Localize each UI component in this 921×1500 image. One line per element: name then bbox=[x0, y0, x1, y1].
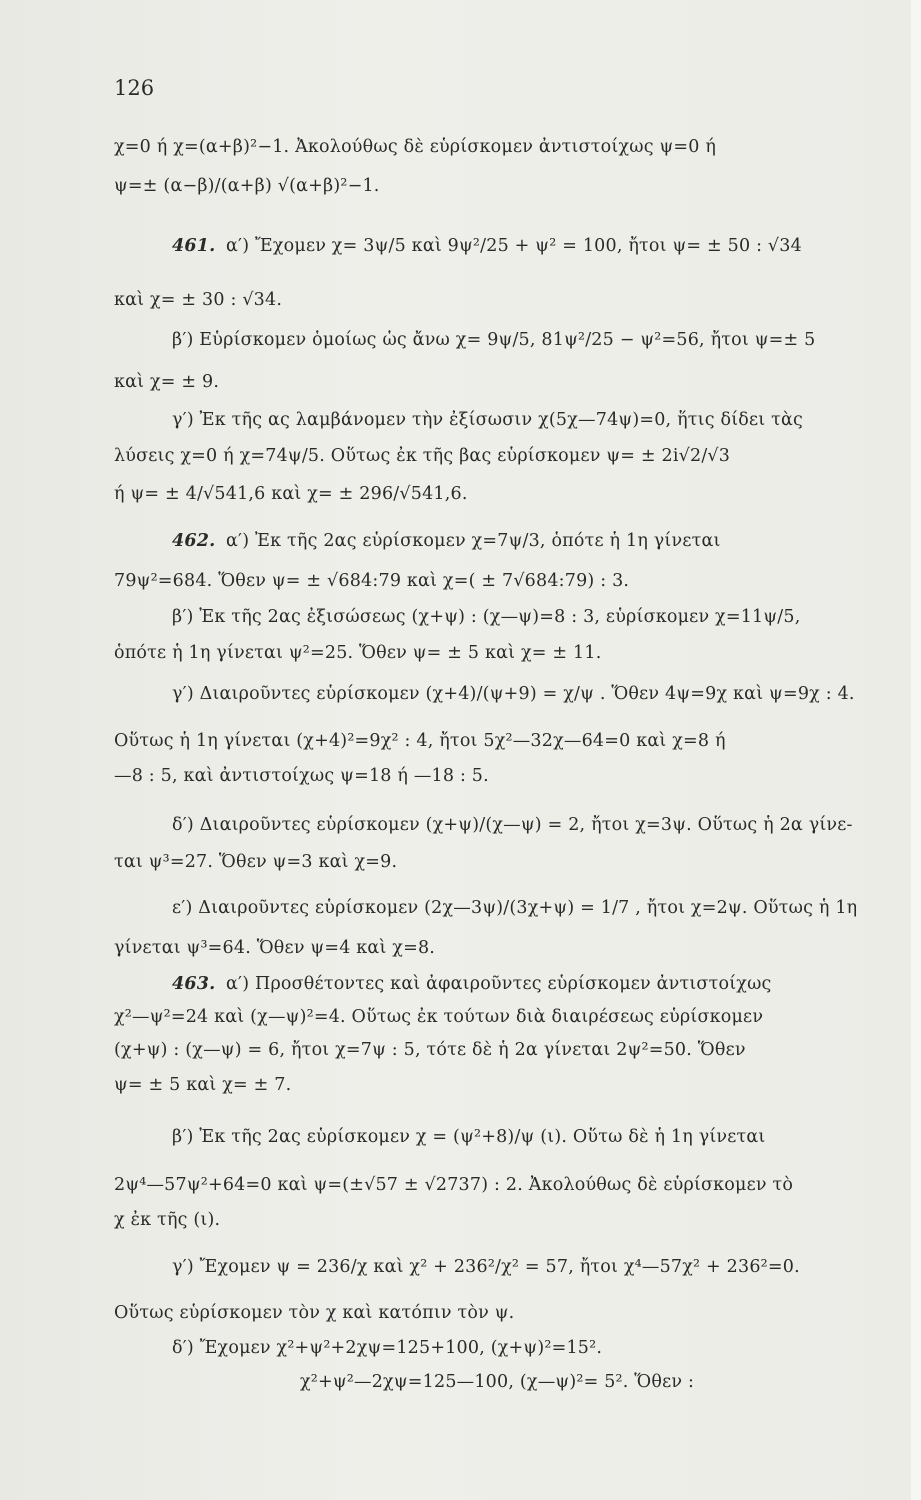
text-line: δ′) Ἔχομεν χ²+ψ²+2χψ=125+100, (χ+ψ)²=15². bbox=[172, 1338, 603, 1358]
text-line: 2ψ⁴—57ψ²+64=0 καὶ ψ=(±√57 ± √2737) : 2. Ἀκολούθως δὲ εὑρίσκομεν τὸ bbox=[114, 1175, 794, 1195]
text-line: α′) Ἐκ τῆς 2ας εὑρίσκομεν χ=7ψ/3, ὁπότε ἡ 1η γίνεται bbox=[226, 531, 721, 551]
text-line: γ′) Ἐκ τῆς ας λαμβάνομεν τὴν ἐξίσωσιν χ(5χ—74ψ)=0, ἥτις δίδει τὰς bbox=[172, 410, 804, 430]
text-line: Οὕτως ἡ 1η γίνεται (χ+4)²=9χ² : 4, ἤτοι 5χ²—32χ—64=0 καὶ χ=8 ή bbox=[114, 731, 726, 751]
text-line: χ²+ψ²—2χψ=125—100, (χ—ψ)²= 5². Ὅθεν : bbox=[300, 1372, 695, 1392]
text-line: Οὕτως εὑρίσκομεν τὸν χ καὶ κατόπιν τὸν ψ. bbox=[114, 1303, 515, 1323]
text-line: —8 : 5, καὶ ἀντιστοίχως ψ=18 ή —18 : 5. bbox=[114, 766, 489, 786]
page-number: 126 bbox=[114, 76, 155, 100]
text-line: δ′) Διαιροῦντες εὑρίσκομεν (χ+ψ)/(χ—ψ) = 2, ἤτοι χ=3ψ. Οὕτως ἡ 2α γίνε- bbox=[172, 815, 853, 835]
text-line: ε′) Διαιροῦντες εὑρίσκομεν (2χ—3ψ)/(3χ+ψ) = 1/7 , ἤτοι χ=2ψ. Οὕτως ἡ 1η bbox=[172, 898, 858, 918]
page-edge bbox=[911, 0, 921, 1500]
text-line: 79ψ²=684. Ὅθεν ψ= ± √684:79 καὶ χ=( ± 7√684:79) : 3. bbox=[114, 571, 630, 591]
text-line: χ ἐκ τῆς (ι). bbox=[114, 1210, 221, 1230]
text-line: γ′) Διαιροῦντες εὑρίσκομεν (χ+4)/(ψ+9) = χ/ψ . Ὅθεν 4ψ=9χ καὶ ψ=9χ : 4. bbox=[172, 684, 855, 704]
text-line: (χ+ψ) : (χ—ψ) = 6, ἤτοι χ=7ψ : 5, τότε δὲ ἡ 2α γίνεται 2ψ²=50. Ὅθεν bbox=[114, 1040, 746, 1060]
text-line: β′) Ἐκ τῆς 2ας ἐξισώσεως (χ+ψ) : (χ—ψ)=8 : 3, εὑρίσκομεν χ=11ψ/5, bbox=[172, 607, 801, 627]
text-line: λύσεις χ=0 ή χ=74ψ/5. Οὕτως ἐκ τῆς βας εὑρίσκομεν ψ= ± 2i√2/√3 bbox=[114, 446, 731, 466]
text-line: καὶ χ= ± 9. bbox=[114, 372, 220, 392]
text-line: ὁπότε ἡ 1η γίνεται ψ²=25. Ὅθεν ψ= ± 5 καὶ χ= ± 11. bbox=[114, 643, 602, 663]
section-number-463: 463. bbox=[172, 974, 216, 994]
text-line: καὶ χ= ± 30 : √34. bbox=[114, 290, 283, 310]
section-number-461: 461. bbox=[172, 236, 216, 256]
text-line: γ′) Ἔχομεν ψ = 236/χ καὶ χ² + 236²/χ² = 57, ἤτοι χ⁴—57χ² + 236²=0. bbox=[172, 1257, 800, 1277]
text-line: ψ= ± 5 καὶ χ= ± 7. bbox=[114, 1075, 292, 1095]
text-line: ή ψ= ± 4/√541,6 καὶ χ= ± 296/√541,6. bbox=[114, 484, 468, 504]
text-line: β′) Εὑρίσκομεν ὁμοίως ὡς ἄνω χ= 9ψ/5, 81ψ²/25 − ψ²=56, ἤτοι ψ=± 5 bbox=[172, 330, 816, 350]
text-line: α′) Προσθέτοντες καὶ ἀφαιροῦντες εὑρίσκομεν ἀντιστοίχως bbox=[226, 974, 772, 994]
text-line: α′) Ἔχομεν χ= 3ψ/5 καὶ 9ψ²/25 + ψ² = 100, ἤτοι ψ= ± 50 : √34 bbox=[226, 236, 802, 256]
text-line: γίνεται ψ³=64. Ὅθεν ψ=4 καὶ χ=8. bbox=[114, 938, 436, 958]
text-line: β′) Ἐκ τῆς 2ας εὑρίσκομεν χ = (ψ²+8)/ψ (ι). Οὕτω δὲ ἡ 1η γίνεται bbox=[172, 1127, 766, 1147]
text-line: χ²—ψ²=24 καὶ (χ—ψ)²=4. Οὕτως ἐκ τούτων διὰ διαιρέσεως εὑρίσκομεν bbox=[114, 1007, 764, 1027]
section-number-462: 462. bbox=[172, 531, 216, 551]
text-line: χ=0 ή χ=(α+β)²−1. Ἀκολούθως δὲ εὑρίσκομεν ἀντιστοίχως ψ=0 ή bbox=[114, 137, 717, 157]
text-line: ται ψ³=27. Ὅθεν ψ=3 καὶ χ=9. bbox=[114, 852, 398, 872]
text-line: ψ=± (α−β)/(α+β) √(α+β)²−1. bbox=[114, 176, 380, 196]
